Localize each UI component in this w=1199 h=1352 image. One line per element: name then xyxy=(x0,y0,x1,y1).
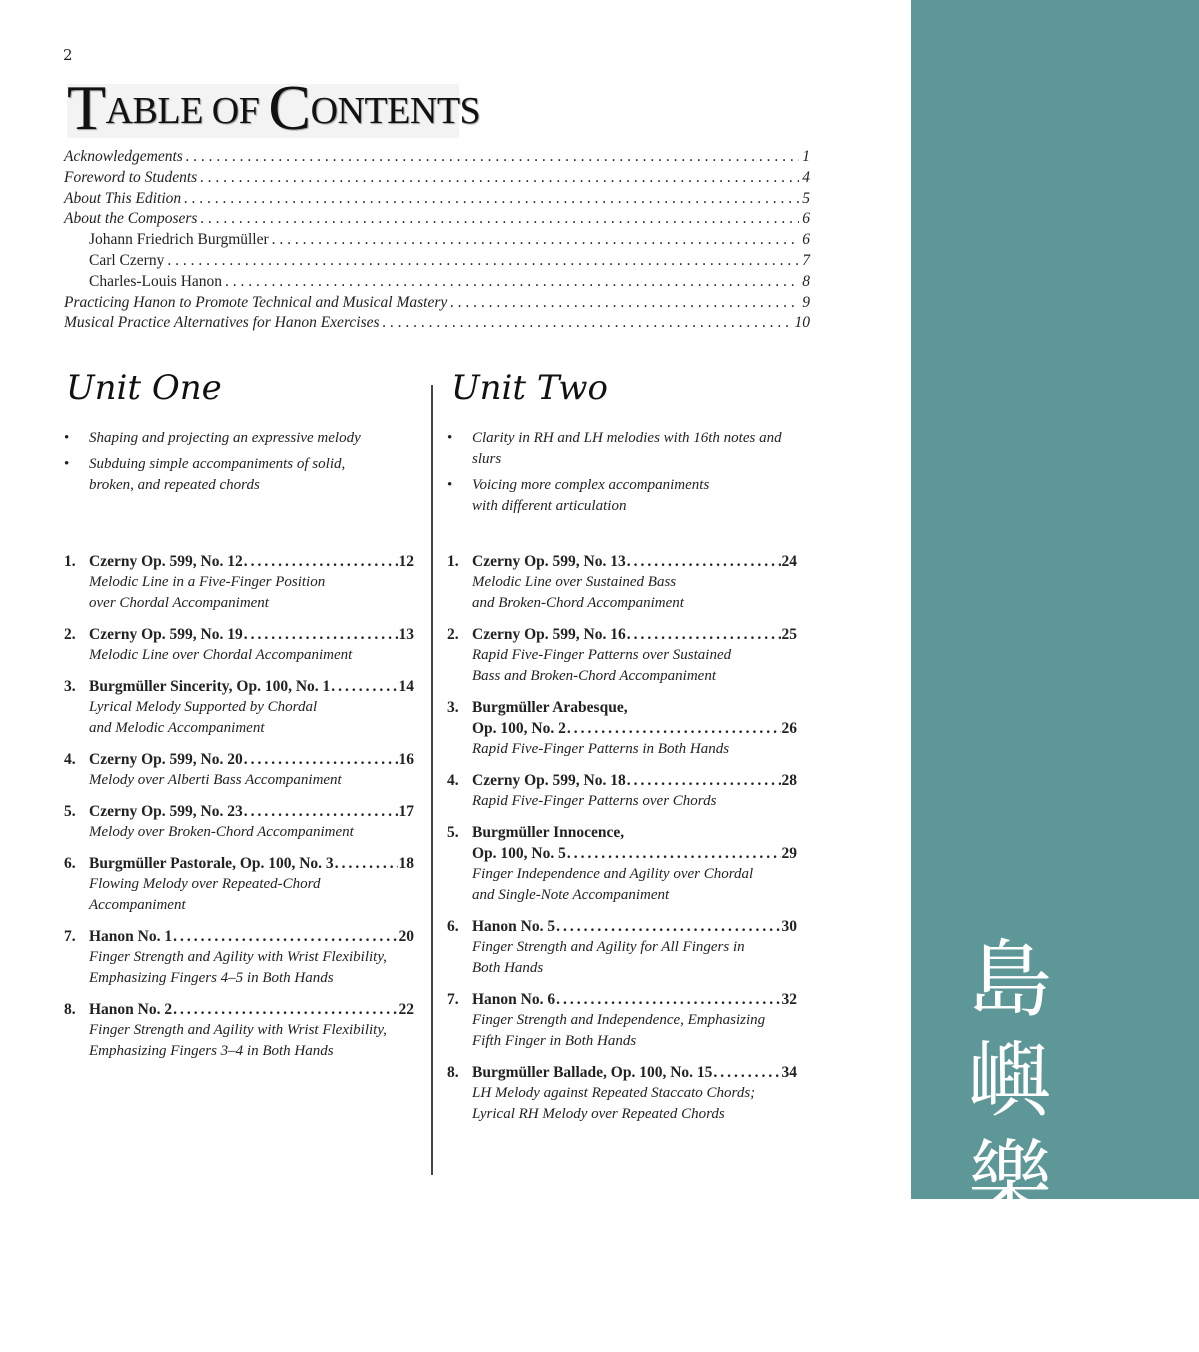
piece-title: Czerny Op. 599, No. 13 xyxy=(472,553,626,570)
piece-page: 16 xyxy=(398,751,414,768)
piece-description: Finger Independence and Agility over Chordal xyxy=(472,866,754,882)
piece-description: Bass and Broken-Chord Accompaniment xyxy=(472,668,716,684)
piece-title: Czerny Op. 599, No. 23 xyxy=(89,803,243,820)
piece-description: Flowing Melody over Repeated-Chord xyxy=(89,876,321,892)
toc-row xyxy=(64,231,810,252)
dot-leader xyxy=(335,853,398,874)
goal-bullet xyxy=(64,428,424,449)
toc-page: 5 xyxy=(802,189,810,207)
logo-english: island music xyxy=(968,1324,1130,1352)
piece-title-line xyxy=(64,551,414,572)
toc-row xyxy=(64,169,810,190)
piece-description: Both Hands xyxy=(472,960,544,976)
toc-row xyxy=(64,294,810,315)
piece-title: Czerny Op. 599, No. 18 xyxy=(472,772,626,789)
piece-description: Finger Strength and Agility with Wrist Flexibility, xyxy=(89,1022,387,1038)
piece-title-line xyxy=(64,676,414,697)
toc-page: 10 xyxy=(794,314,810,332)
goal-bullet xyxy=(447,428,807,470)
page-number: 2 xyxy=(63,46,73,64)
island-music-logo xyxy=(968,930,1144,1352)
dot-leader xyxy=(200,210,799,228)
piece-description: Melodic Line over Sustained Bass xyxy=(472,574,677,590)
piece-title: Op. 100, No. 5 xyxy=(472,845,566,862)
piece-entry xyxy=(64,999,414,1062)
piece-page: 30 xyxy=(781,918,797,935)
piece-entry xyxy=(447,770,797,812)
piece-title: Hanon No. 5 xyxy=(472,918,556,935)
piece-title-line xyxy=(447,1062,797,1083)
unit-two-pieces xyxy=(447,551,797,1135)
piece-number: 3. xyxy=(64,678,76,695)
piece-entry xyxy=(447,822,797,906)
piece-number xyxy=(447,718,472,739)
column-divider xyxy=(431,385,433,1175)
toc-label: About This Edition xyxy=(64,189,182,207)
piece-entry xyxy=(447,1062,797,1125)
dot-leader xyxy=(200,169,799,187)
dot-leader xyxy=(225,273,799,291)
toc-label: Charles-Louis Hanon xyxy=(89,272,223,290)
piece-title-line xyxy=(64,999,414,1020)
piece-title-line xyxy=(64,624,414,645)
piece-page: 12 xyxy=(398,553,414,570)
piece-description: Finger Strength and Independence, Emphasizing xyxy=(472,1012,766,1028)
piece-page: 26 xyxy=(781,720,797,737)
piece-title-line xyxy=(447,624,797,645)
toc-row xyxy=(64,314,810,335)
piece-title-line xyxy=(447,843,797,864)
piece-description: Lyrical RH Melody over Repeated Chords xyxy=(472,1106,725,1122)
piece-number: 7. xyxy=(64,928,76,945)
goal-line: with different articulation xyxy=(472,498,627,514)
piece-description: Lyrical Melody Supported by Chordal xyxy=(89,699,318,715)
piece-description: over Chordal Accompaniment xyxy=(89,595,269,611)
goal-line: broken, and repeated chords xyxy=(89,477,260,493)
piece-number: 2. xyxy=(64,626,76,643)
piece-description: and Broken-Chord Accompaniment xyxy=(472,595,684,611)
piece-title-line xyxy=(64,926,414,947)
title-part-1: ABLE OF xyxy=(105,90,269,132)
title-initial-t: T xyxy=(67,72,106,143)
toc-page: 9 xyxy=(802,293,810,311)
toc-label: Practicing Hanon to Promote Technical and Musical Mastery xyxy=(64,293,448,311)
piece-description: Fifth Finger in Both Hands xyxy=(472,1033,637,1049)
piece-number: 6. xyxy=(64,855,76,872)
piece-number: 5. xyxy=(64,803,76,820)
piece-title-line xyxy=(447,989,797,1010)
piece-number: 4. xyxy=(64,751,76,768)
piece-entry xyxy=(64,749,414,791)
piece-page: 25 xyxy=(781,626,797,643)
piece-title: Burgmüller Arabesque, xyxy=(472,699,628,716)
toc-label: Foreword to Students xyxy=(64,168,198,186)
piece-number: 3. xyxy=(447,699,459,716)
piece-title: Czerny Op. 599, No. 19 xyxy=(89,626,243,643)
piece-title: Burgmüller Sincerity, Op. 100, No. 1 xyxy=(89,678,331,695)
piece-page: 24 xyxy=(781,553,797,570)
dot-leader xyxy=(186,148,799,166)
piece-description: Emphasizing Fingers 3–4 in Both Hands xyxy=(89,1043,334,1059)
piece-entry xyxy=(64,853,414,916)
piece-page: 13 xyxy=(398,626,414,643)
piece-number: 2. xyxy=(447,626,459,643)
dot-leader xyxy=(567,718,781,739)
toc-label: Johann Friedrich Burgmüller xyxy=(89,231,269,249)
piece-description: Emphasizing Fingers 4–5 in Both Hands xyxy=(89,970,334,986)
toc-page: 1 xyxy=(802,148,810,165)
piece-number: 8. xyxy=(64,1001,76,1018)
piece-description: Rapid Five-Finger Patterns over Chords xyxy=(472,793,717,809)
piece-page: 18 xyxy=(398,855,414,872)
dot-leader xyxy=(184,190,799,208)
dot-leader xyxy=(167,252,799,270)
unit-one-heading: Unit One xyxy=(66,368,222,408)
piece-description: Melodic Line over Chordal Accompaniment xyxy=(89,647,353,663)
goal-line: • Shaping and projecting an expressive melody xyxy=(89,430,361,446)
piece-number: 6. xyxy=(447,918,459,935)
toc-page: 6 xyxy=(802,210,810,228)
piece-page: 34 xyxy=(781,1064,797,1081)
toc-row xyxy=(64,252,810,273)
front-matter-toc xyxy=(64,148,810,335)
piece-entry xyxy=(447,551,797,614)
goal-bullet xyxy=(64,454,424,496)
piece-number: 4. xyxy=(447,772,459,789)
toc-page: 8 xyxy=(802,272,810,290)
piece-entry xyxy=(64,676,414,739)
piece-title: Czerny Op. 599, No. 20 xyxy=(89,751,243,768)
dot-leader xyxy=(567,843,781,864)
dot-leader xyxy=(713,1062,780,1083)
logo-cjk-line-1: 島嶼 xyxy=(968,931,1061,1129)
piece-number: 8. xyxy=(447,1064,459,1081)
piece-title: Hanon No. 1 xyxy=(89,928,173,945)
dot-leader xyxy=(331,676,397,697)
piece-title: Czerny Op. 599, No. 12 xyxy=(89,553,243,570)
piece-title-line xyxy=(64,853,414,874)
piece-description: Rapid Five-Finger Patterns in Both Hands xyxy=(472,741,730,757)
dot-leader xyxy=(556,989,780,1010)
piece-title: Burgmüller Pastorale, Op. 100, No. 3 xyxy=(89,855,334,872)
piece-description: Melodic Line in a Five-Finger Position xyxy=(89,574,326,590)
piece-entry xyxy=(64,624,414,666)
toc-row xyxy=(64,210,810,231)
piece-title-line xyxy=(447,551,797,572)
dot-leader xyxy=(627,624,781,645)
unit-two-goals xyxy=(447,428,807,522)
toc-label: About the Composers xyxy=(64,210,198,228)
piece-page: 22 xyxy=(398,1001,414,1018)
piece-page: 28 xyxy=(781,772,797,789)
piece-number xyxy=(447,843,472,864)
unit-two-heading: Unit Two xyxy=(451,368,608,408)
piece-title: Hanon No. 6 xyxy=(472,991,556,1008)
piece-description: Accompaniment xyxy=(89,897,186,913)
piece-description: LH Melody against Repeated Staccato Chords; xyxy=(472,1085,756,1101)
piece-page: 20 xyxy=(398,928,414,945)
piece-page: 29 xyxy=(781,845,797,862)
toc-label: Carl Czerny xyxy=(89,251,165,269)
piece-title: Burgmüller Innocence, xyxy=(472,824,625,841)
toc-page: 7 xyxy=(802,251,810,269)
piece-entry xyxy=(64,551,414,614)
unit-one-goals xyxy=(64,428,424,501)
dot-leader xyxy=(383,314,792,332)
piece-title-line xyxy=(64,749,414,770)
dot-leader xyxy=(627,551,781,572)
dot-leader xyxy=(450,294,799,312)
title-part-2: ONTENTS xyxy=(310,90,481,132)
piece-entry xyxy=(447,697,797,760)
piece-title-line xyxy=(447,822,797,843)
toc-row xyxy=(64,190,810,211)
piece-title-line xyxy=(447,770,797,791)
unit-one-pieces xyxy=(64,551,414,1072)
goal-line: • Subduing simple accompaniments of solid, xyxy=(89,456,346,472)
piece-description: Rapid Five-Finger Patterns over Sustained xyxy=(472,647,732,663)
toc-label: Musical Practice Alternatives for Hanon Exercises xyxy=(64,314,380,332)
piece-title-line xyxy=(447,916,797,937)
piece-page: 14 xyxy=(398,678,414,695)
piece-description: Finger Strength and Agility for All Fingers in xyxy=(472,939,745,955)
piece-number: 5. xyxy=(447,824,459,841)
goal-line: • Clarity in RH and LH melodies with 16th notes and slurs xyxy=(472,430,782,467)
toc-row xyxy=(64,273,810,294)
piece-entry xyxy=(64,926,414,989)
page-title xyxy=(67,72,481,143)
piece-title: Burgmüller Ballade, Op. 100, No. 15 xyxy=(472,1064,713,1081)
dot-leader xyxy=(173,999,397,1020)
piece-entry xyxy=(447,916,797,979)
dot-leader xyxy=(272,231,800,249)
piece-description: Melody over Alberti Bass Accompaniment xyxy=(89,772,342,788)
piece-page: 32 xyxy=(781,991,797,1008)
piece-description: and Single-Note Accompaniment xyxy=(472,887,670,903)
piece-entry xyxy=(64,801,414,843)
piece-title-line xyxy=(447,718,797,739)
piece-title: Hanon No. 2 xyxy=(89,1001,173,1018)
piece-title: Op. 100, No. 2 xyxy=(472,720,566,737)
dot-leader xyxy=(244,801,398,822)
title-initial-c: C xyxy=(268,72,311,143)
dot-leader xyxy=(244,624,398,645)
logo-cjk-line-2: 樂集 xyxy=(968,1131,1061,1329)
piece-title-line xyxy=(447,697,797,718)
piece-number: 7. xyxy=(447,991,459,1008)
dot-leader xyxy=(244,551,398,572)
toc-page: 4 xyxy=(802,168,810,186)
toc-page: 6 xyxy=(802,231,810,249)
piece-description: Finger Strength and Agility with Wrist Flexibility, xyxy=(89,949,387,965)
piece-number: 1. xyxy=(64,553,76,570)
goal-bullet xyxy=(447,475,807,517)
piece-page: 17 xyxy=(398,803,414,820)
dot-leader xyxy=(173,926,397,947)
toc-row xyxy=(64,148,810,169)
toc-label: Acknowledgements xyxy=(64,148,183,165)
dot-leader xyxy=(244,749,398,770)
goal-line: • Voicing more complex accompaniments xyxy=(472,477,710,493)
piece-entry xyxy=(447,624,797,687)
piece-entry xyxy=(447,989,797,1052)
piece-description: and Melodic Accompaniment xyxy=(89,720,265,736)
piece-title-line xyxy=(64,801,414,822)
dot-leader xyxy=(627,770,781,791)
piece-title: Czerny Op. 599, No. 16 xyxy=(472,626,626,643)
piece-description: Melody over Broken-Chord Accompaniment xyxy=(89,824,354,840)
piece-number: 1. xyxy=(447,553,459,570)
dot-leader xyxy=(556,916,780,937)
